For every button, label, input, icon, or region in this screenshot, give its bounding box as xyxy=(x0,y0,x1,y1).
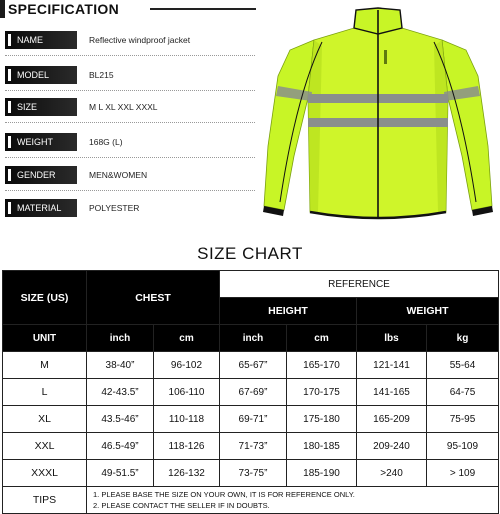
header-chest: CHEST xyxy=(87,271,220,325)
unit-row xyxy=(3,325,499,352)
table-cell: 71-73” xyxy=(220,433,287,460)
header-size-us: SIZE (US) xyxy=(3,271,87,325)
table-cell: 55-64 xyxy=(427,352,499,379)
unit-cell: kg xyxy=(427,325,499,352)
table-cell: 170-175 xyxy=(287,379,357,406)
heading-accent-bar xyxy=(0,0,5,18)
unit-cell: inch xyxy=(87,325,154,352)
spec-label: MATERIAL xyxy=(5,199,77,217)
table-cell: 165-209 xyxy=(357,406,427,433)
spec-row-size xyxy=(5,98,255,116)
unit-cell: cm xyxy=(154,325,220,352)
table-cell: 67-69” xyxy=(220,379,287,406)
spec-divider xyxy=(5,157,255,158)
spec-value: Reflective windproof jacket xyxy=(89,35,191,45)
spec-value: M L XL XXL XXXL xyxy=(89,102,158,112)
spec-row-gender xyxy=(5,166,255,184)
table-cell: 126-132 xyxy=(154,460,220,487)
table-cell: 180-185 xyxy=(287,433,357,460)
table-row xyxy=(3,352,499,379)
spec-value: BL215 xyxy=(89,70,114,80)
table-cell: 73-75” xyxy=(220,460,287,487)
right-sleeve xyxy=(442,40,492,210)
table-cell: 96-102 xyxy=(154,352,220,379)
spec-value: POLYESTER xyxy=(89,203,140,213)
spec-label: GENDER xyxy=(5,166,77,184)
table-cell: 118-126 xyxy=(154,433,220,460)
table-cell: 95-109 xyxy=(427,433,499,460)
spec-value: MEN&WOMEN xyxy=(89,170,148,180)
header-weight: WEIGHT xyxy=(357,298,499,325)
unit-cell: cm xyxy=(287,325,357,352)
size-cell: XXL xyxy=(3,433,87,460)
table-cell: 43.5-46” xyxy=(87,406,154,433)
jacket-illustration xyxy=(256,6,500,228)
size-chart-table xyxy=(2,270,499,514)
table-cell: 141-165 xyxy=(357,379,427,406)
table-cell: 106-110 xyxy=(154,379,220,406)
size-cell: L xyxy=(3,379,87,406)
spec-label: MODEL xyxy=(5,66,77,84)
table-cell: 42-43.5” xyxy=(87,379,154,406)
table-cell: 46.5-49” xyxy=(87,433,154,460)
table-row xyxy=(3,460,499,487)
spec-row-model xyxy=(5,66,255,84)
left-sleeve xyxy=(264,40,314,210)
unit-cell: lbs xyxy=(357,325,427,352)
table-cell: 69-71” xyxy=(220,406,287,433)
table-cell: 121-141 xyxy=(357,352,427,379)
spec-label: WEIGHT xyxy=(5,133,77,151)
unit-label: UNIT xyxy=(3,325,87,352)
spec-label: SIZE xyxy=(5,98,77,116)
table-cell: > 109 xyxy=(427,460,499,487)
spec-divider xyxy=(5,190,255,191)
table-cell: 165-170 xyxy=(287,352,357,379)
tip-item: 2. PLEASE CONTACT THE SELLER IF IN DOUBTS. xyxy=(93,501,270,510)
chest-logo xyxy=(384,50,387,64)
size-cell: M xyxy=(3,352,87,379)
header-reference: REFERENCE xyxy=(220,271,499,298)
heading-divider xyxy=(150,8,256,10)
table-row xyxy=(3,379,499,406)
table-cell: 49-51.5” xyxy=(87,460,154,487)
tip-item: 1. PLEASE BASE THE SIZE ON YOUR OWN, IT IS FOR REFERENCE ONLY. xyxy=(93,490,355,499)
table-cell: 65-67” xyxy=(220,352,287,379)
table-cell: 64-75 xyxy=(427,379,499,406)
table-cell: >240 xyxy=(357,460,427,487)
tips-row xyxy=(3,487,499,514)
spec-divider xyxy=(5,90,255,91)
spec-divider xyxy=(5,55,255,56)
spec-row-material xyxy=(5,199,255,217)
jacket-image xyxy=(256,6,500,228)
table-cell: 209-240 xyxy=(357,433,427,460)
table-row xyxy=(3,433,499,460)
spec-divider xyxy=(5,122,255,123)
unit-cell: inch xyxy=(220,325,287,352)
tips-text xyxy=(87,487,499,514)
specification-heading xyxy=(0,0,150,18)
size-chart-title: SIZE CHART xyxy=(197,244,303,263)
tips-label: TIPS xyxy=(3,487,87,514)
table-cell: 185-190 xyxy=(287,460,357,487)
size-cell: XXXL xyxy=(3,460,87,487)
spec-value: 168G (L) xyxy=(89,137,123,147)
table-cell: 75-95 xyxy=(427,406,499,433)
header-height: HEIGHT xyxy=(220,298,357,325)
spec-label: NAME xyxy=(5,31,77,49)
table-cell: 38-40” xyxy=(87,352,154,379)
spec-row-weight xyxy=(5,133,255,151)
size-cell: XL xyxy=(3,406,87,433)
table-cell: 175-180 xyxy=(287,406,357,433)
table-cell: 110-118 xyxy=(154,406,220,433)
spec-row-name xyxy=(5,31,255,49)
specification-title: SPECIFICATION xyxy=(8,1,119,17)
table-row xyxy=(3,406,499,433)
